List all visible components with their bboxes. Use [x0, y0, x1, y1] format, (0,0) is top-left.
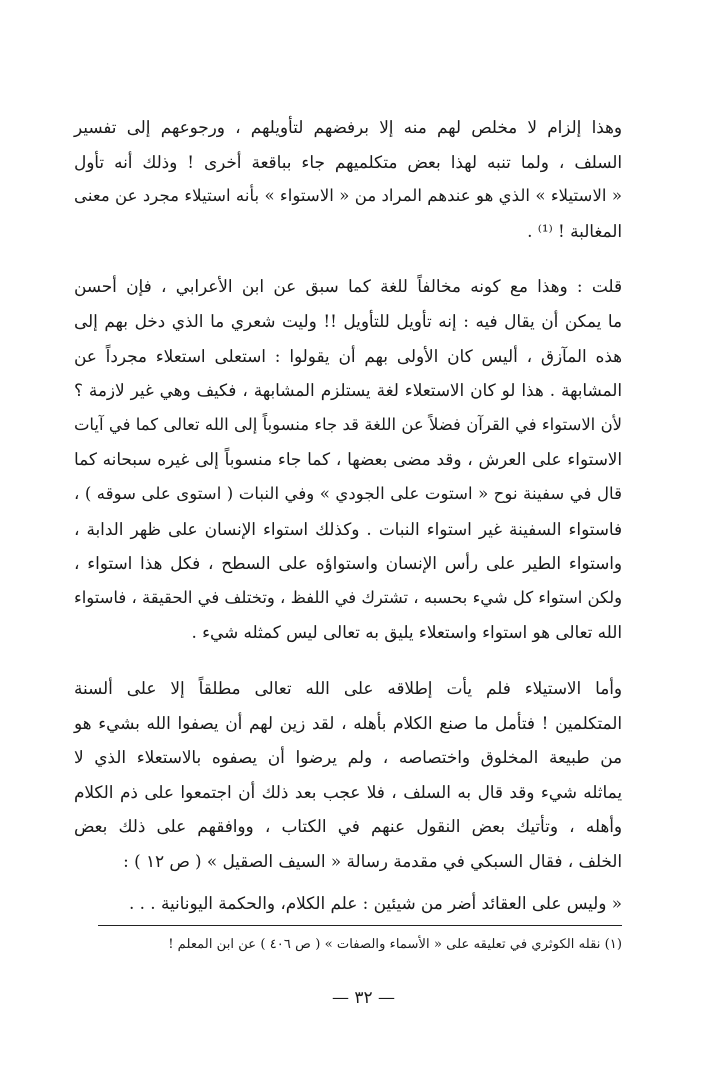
text-line: فاستواء السفينة غير استواء النبات . وكذلك استواء الإنسان على ظهر الدابة ،	[74, 518, 622, 539]
text-line: المشابهة . هذا لو كان الاستعلاء لغة يستلزم المشابهة ، فكيف وهي غير لازمة ؟	[74, 380, 622, 401]
text-line: لأن الاستواء في القرآن فضلاً عن اللغة قد جاء منسوباً إلى الله تعالى كما في آيات	[74, 414, 622, 434]
page-number: — ٣٢ —	[331, 988, 396, 1008]
text-line: المتكلمين ! فتأمل ما صنع الكلام بأهله ، لقد زين لهم أن يصفوا الله بشيء هو	[74, 712, 622, 733]
footnote-divider	[98, 925, 622, 926]
text-line: قال في سفينة نوح « استوت على الجودي » وفي النبات ( استوى على سوقه ) ،	[74, 483, 622, 503]
text-line: الاستواء على العرش ، وقد مضى بعضها ، كما جاء منسوباً إلى غيره سبحانه كما	[74, 449, 622, 470]
paragraph-3	[74, 671, 622, 879]
text-line: واستواء الطير على رأس الإنسان واستواؤه على السطح ، فكل هذا استواء ،	[74, 553, 622, 574]
text-line: المغالبة ! ⁽¹⁾ .	[527, 220, 622, 241]
paragraph-1	[74, 110, 622, 248]
quotation: « وليس على العقائد أضر من شيئين : علم الكلام، والحكمة اليونانية . . .	[128, 893, 622, 914]
text-line: « الاستيلاء » الذي هو عندهم المراد من « الاستواء » بأنه استيلاء مجرد عن معنى	[74, 186, 622, 206]
text-line: السلف ، ولما تنبه لهذا بعض متكلميهم جاء بباقعة أخرى ! وذلك أنه تأول	[74, 151, 622, 172]
text-line: الله تعالى هو استواء واستعلاء يليق به تعالى ليس كمثله شيء .	[191, 622, 622, 643]
text-line: وأما الاستيلاء فلم يأت إطلاقه على الله تعالى مطلقاً إلا على ألسنة	[74, 677, 622, 698]
text-line: هذه المآزق ، أليس كان الأولى بهم أن يقولوا : استعلى استعلاء مجرداً عن	[74, 345, 622, 366]
text-line: من طبيعة المخلوق واختصاصه ، ولم يرضوا أن يصفوه بالاستعلاء الذي لا	[74, 747, 622, 768]
text-line: يماثله شيء وقد قال به السلف ، فلا عجب بعد ذلك أن اجتمعوا على ذم الكلام	[74, 781, 622, 802]
text-line: وأهله ، وتأتيك بعض النقول عنهم في الكتاب ، ووافقهم على ذلك بعض	[74, 816, 622, 837]
text-line: وهذا إلزام لا مخلص لهم منه إلا برفضهم لتأويلهم ، ورجوعهم إلى تفسير	[74, 117, 622, 137]
page-body	[74, 110, 622, 921]
footnote: (١) نقله الكوثري في تعليقه على « الأسماء والصفات » ( ص ٤٠٦ ) عن ابن المعلم !	[168, 937, 622, 952]
text-line: قلت : وهذا مع كونه مخالفاً للغة كما سبق عن ابن الأعرابي ، فإن أحسن	[74, 276, 622, 297]
paragraph-2	[74, 269, 622, 650]
text-line: ولكن استواء كل شيء بحسبه ، تشترك في اللفظ ، وتختلف في الحقيقة ، فاستواء	[74, 587, 622, 607]
text-line: الخلف ، فقال السبكي في مقدمة رسالة « السيف الصقيل » ( ص ١٢ ) :	[123, 850, 622, 871]
text-line: ما يمكن أن يقال فيه : إنه تأويل للتأويل !! وليت شعري ما الذي دخل بهم إلى	[74, 310, 622, 331]
